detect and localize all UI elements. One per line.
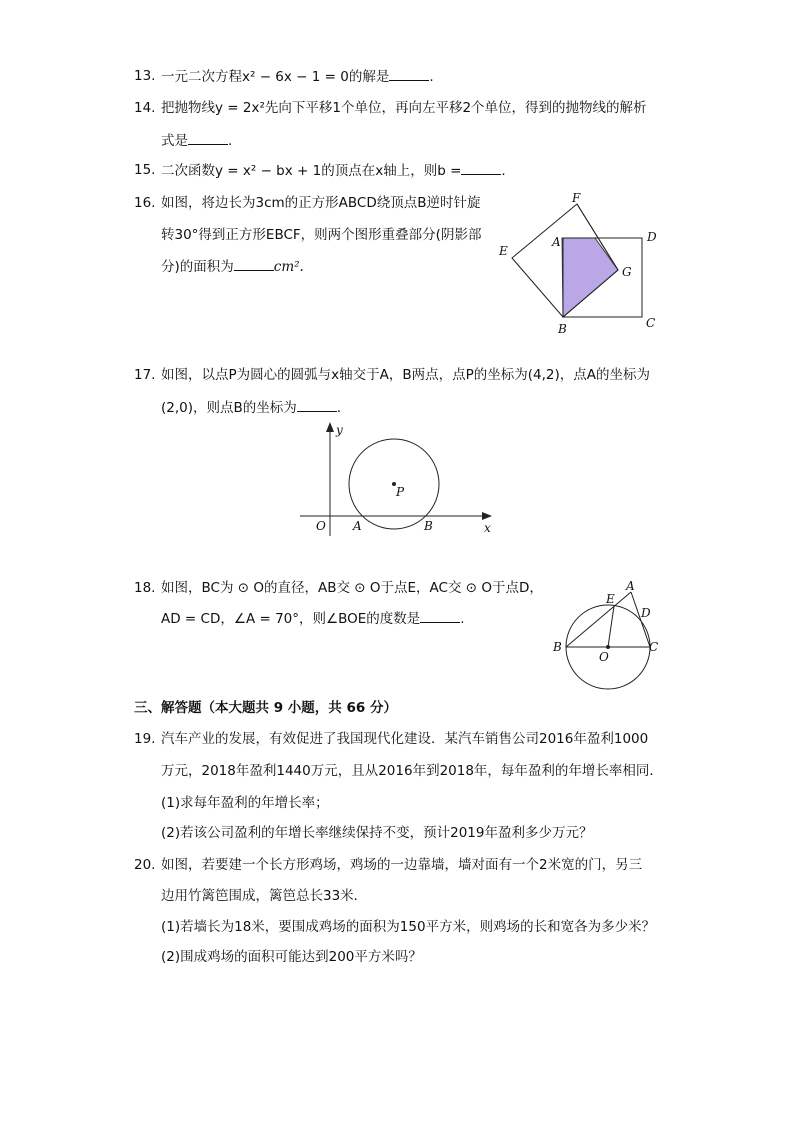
label-D: D (647, 230, 657, 244)
label-A: A (626, 579, 635, 593)
q16-line3 (161, 256, 304, 277)
segment-oe (608, 606, 614, 647)
q19-sub1: (1)求每年盈利的年增长率； (161, 795, 329, 811)
label-D: D (641, 606, 651, 620)
answer-blank (461, 160, 501, 175)
label-C: C (649, 640, 659, 654)
q15-end: . (501, 163, 506, 179)
q20-line2: 边用竹篱笆围成，篱笆总长33米． (161, 888, 368, 904)
label-G: G (622, 265, 632, 279)
q13-end: . (429, 69, 434, 85)
label-F: F (572, 191, 581, 205)
q15-stem: 二次函数y = x² − bx + 1的顶点在x轴上，则b = (161, 163, 462, 179)
q17-stem2: (2,0)，则点B的坐标为 (161, 400, 297, 416)
q19-number: 19. (134, 731, 156, 747)
label-x: x (484, 521, 491, 535)
q20-sub2: (2)围成鸡场的面积可能达到200平方米吗？ (161, 949, 422, 965)
answer-blank (234, 256, 274, 271)
q20-line1: 如图，若要建一个长方形鸡场，鸡场的一边靠墙，墙对面有一个2米宽的门，另三 (161, 857, 643, 873)
q20-number: 20. (134, 857, 156, 873)
q17-line2 (161, 397, 341, 418)
q14-line1: 把抛物线y = 2x²先向下平移1个单位，再向左平移2个单位，得到的抛物线的解析 (161, 100, 647, 116)
q13-stem: 一元二次方程x² − 6x − 1 = 0的解是 (161, 69, 390, 85)
label-B: B (424, 519, 433, 533)
q15-text (161, 160, 506, 181)
answer-blank (389, 66, 429, 81)
q18-figure (548, 575, 668, 695)
q17-line1: 如图，以点P为圆心的圆弧与x轴交于A，B两点，点P的坐标为(4,2)，点A的坐标为 (161, 367, 651, 383)
section-heading: 三、解答题（本大题共 9 小题，共 66 分） (134, 700, 397, 716)
q16-line1: 如图，将边长为3cm的正方形ABCD绕顶点B逆时针旋 (161, 195, 481, 211)
point-o (606, 645, 610, 649)
label-B: B (553, 640, 562, 654)
answer-blank (188, 130, 228, 145)
answer-blank (420, 608, 460, 623)
q16-unit: cm². (273, 259, 304, 275)
answer-blank (297, 397, 337, 412)
label-O: O (316, 519, 326, 533)
q16-number: 16. (134, 195, 156, 211)
q16-stem3: 分)的面积为 (161, 259, 234, 275)
q14-end: . (228, 133, 233, 149)
q15-number: 15. (134, 162, 156, 178)
q18-number: 18. (134, 580, 156, 596)
label-E: E (606, 592, 615, 606)
q19-line1: 汽车产业的发展，有效促进了我国现代化建设．某汽车销售公司2016年盈利1000 (161, 731, 649, 747)
label-P: P (396, 485, 405, 499)
q17-end: . (336, 400, 342, 416)
q18-line1: 如图，BC为 ⊙ O的直径，AB交 ⊙ O于点E，AC交 ⊙ O于点D， (161, 580, 543, 596)
label-A: A (353, 519, 362, 533)
q18-stem2: AD = CD，∠A = 70°，则∠BOE的度数是 (161, 611, 421, 627)
label-B: B (558, 322, 567, 336)
q13-number: 13. (134, 68, 156, 84)
x-axis-arrow (482, 512, 492, 520)
q14-line2 (161, 130, 232, 151)
label-A: A (552, 235, 561, 249)
label-O: O (599, 650, 609, 664)
q20-sub1: (1)若墙长为18米，要围成鸡场的面积为150平方米，则鸡场的长和宽各为多少米？ (161, 919, 656, 935)
q13-text (161, 66, 434, 87)
y-axis-arrow (326, 422, 334, 432)
q16-line2: 转30°得到正方形EBCF，则两个图形重叠部分(阴影部 (161, 227, 482, 243)
q19-line2: 万元，2018年盈利1440万元，且从2016年到2018年，每年盈利的年增长率相同． (161, 763, 663, 779)
q16-figure (490, 190, 670, 340)
label-C: C (646, 316, 656, 330)
q19-sub2: (2)若该公司盈利的年增长率继续保持不变，预计2019年盈利多少万元？ (161, 825, 593, 841)
q17-figure (296, 420, 506, 540)
q17-number: 17. (134, 367, 156, 383)
q14-number: 14. (134, 100, 156, 116)
label-y: y (336, 423, 343, 437)
label-E: E (499, 244, 508, 258)
q18-end: . (460, 611, 465, 627)
q14-stem2: 式是 (161, 133, 188, 149)
q18-line2 (161, 608, 465, 629)
